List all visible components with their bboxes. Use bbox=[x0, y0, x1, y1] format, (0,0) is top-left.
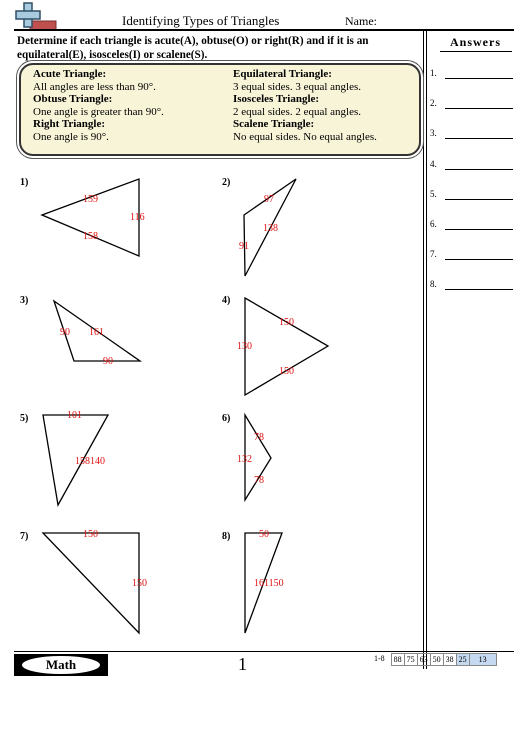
angle-label: 90 bbox=[103, 356, 113, 367]
definition-term: Acute Triangle: bbox=[33, 68, 107, 80]
definition-desc: All angles are less than 90°. bbox=[33, 80, 156, 93]
problem-number: 5) bbox=[20, 413, 29, 424]
angle-label: 116 bbox=[130, 212, 145, 223]
angle-label: 158 bbox=[83, 231, 98, 242]
definition-desc: No equal sides. No equal angles. bbox=[233, 130, 377, 143]
angle-label: 91 bbox=[239, 241, 249, 252]
score-cell: 50 bbox=[431, 653, 444, 666]
angle-label: 161 bbox=[89, 327, 104, 338]
definition-term: Equilateral Triangle: bbox=[233, 68, 332, 80]
angle-label: 150 bbox=[279, 366, 294, 377]
page-number: 1 bbox=[238, 654, 247, 674]
definition-term: Isosceles Triangle: bbox=[233, 93, 320, 106]
answer-number: 6. bbox=[430, 219, 437, 229]
angle-label: 78 bbox=[254, 475, 264, 486]
answer-number: 1. bbox=[430, 68, 437, 78]
problem-number: 4) bbox=[222, 295, 231, 306]
angle-label: 101 bbox=[67, 410, 82, 421]
angle-label: 161150 bbox=[254, 578, 284, 589]
problem-number: 1) bbox=[20, 177, 29, 188]
answers-title: Answers bbox=[450, 35, 501, 49]
angle-label: 150 bbox=[83, 529, 98, 540]
problem-number: 3) bbox=[20, 295, 29, 306]
definition-term: Obtuse Triangle: bbox=[33, 93, 113, 106]
name-label: Name: bbox=[345, 14, 377, 28]
angle-label: 158140 bbox=[75, 456, 105, 467]
definition-desc: One angle is 90°. bbox=[33, 130, 109, 143]
answer-number: 7. bbox=[430, 249, 437, 259]
definition-term: Scalene Triangle: bbox=[233, 118, 315, 131]
problem-number: 6) bbox=[222, 413, 231, 424]
answer-number: 4. bbox=[430, 159, 437, 169]
angle-label: 150 bbox=[279, 317, 294, 328]
footer-rule bbox=[14, 651, 514, 652]
angle-label: 50 bbox=[259, 529, 269, 540]
definition-desc: 3 equal sides. 3 equal angles. bbox=[233, 80, 361, 93]
score-cell: 13 bbox=[470, 653, 497, 666]
worksheet-title: Identifying Types of Triangles bbox=[122, 13, 280, 28]
angle-label: 97 bbox=[264, 194, 274, 205]
answer-number: 2. bbox=[430, 98, 437, 108]
definition-desc: 2 equal sides. 2 equal angles. bbox=[233, 105, 361, 118]
triangle-1 bbox=[42, 179, 139, 256]
angle-label: 138 bbox=[263, 223, 278, 234]
score-cell: 75 bbox=[405, 653, 418, 666]
triangle-7 bbox=[43, 533, 139, 633]
problem-number: 8) bbox=[222, 531, 231, 542]
definition-term: Right Triangle: bbox=[33, 118, 106, 131]
triangle-4 bbox=[245, 298, 328, 395]
answer-number: 3. bbox=[430, 128, 437, 138]
score-cell: 88 bbox=[391, 653, 405, 666]
angle-label: 90 bbox=[60, 327, 70, 338]
angle-label: 159 bbox=[83, 194, 98, 205]
angle-label: 130 bbox=[237, 341, 252, 352]
score-table bbox=[372, 653, 497, 664]
score-cell: 63 bbox=[418, 653, 431, 666]
answer-number: 5. bbox=[430, 189, 437, 199]
problem-number: 7) bbox=[20, 531, 29, 542]
score-cell: 25 bbox=[457, 653, 470, 666]
instructions: Determine if each triangle is acute(A), obtuse(O) or right(R) and if it is an equilateral(E), isosceles(I) or scalene(S). bbox=[17, 35, 369, 61]
angle-label: 150 bbox=[132, 578, 147, 589]
answer-number: 8. bbox=[430, 279, 437, 289]
score-cell: 38 bbox=[444, 653, 457, 666]
angle-label: 78 bbox=[254, 432, 264, 443]
math-badge-label: Math bbox=[22, 656, 100, 674]
problem-number: 2) bbox=[222, 177, 231, 188]
definition-desc: One angle is greater than 90°. bbox=[33, 105, 164, 118]
math-badge bbox=[14, 654, 108, 676]
angle-label: 132 bbox=[237, 454, 252, 465]
score-range-label: 1-8 bbox=[374, 654, 385, 663]
